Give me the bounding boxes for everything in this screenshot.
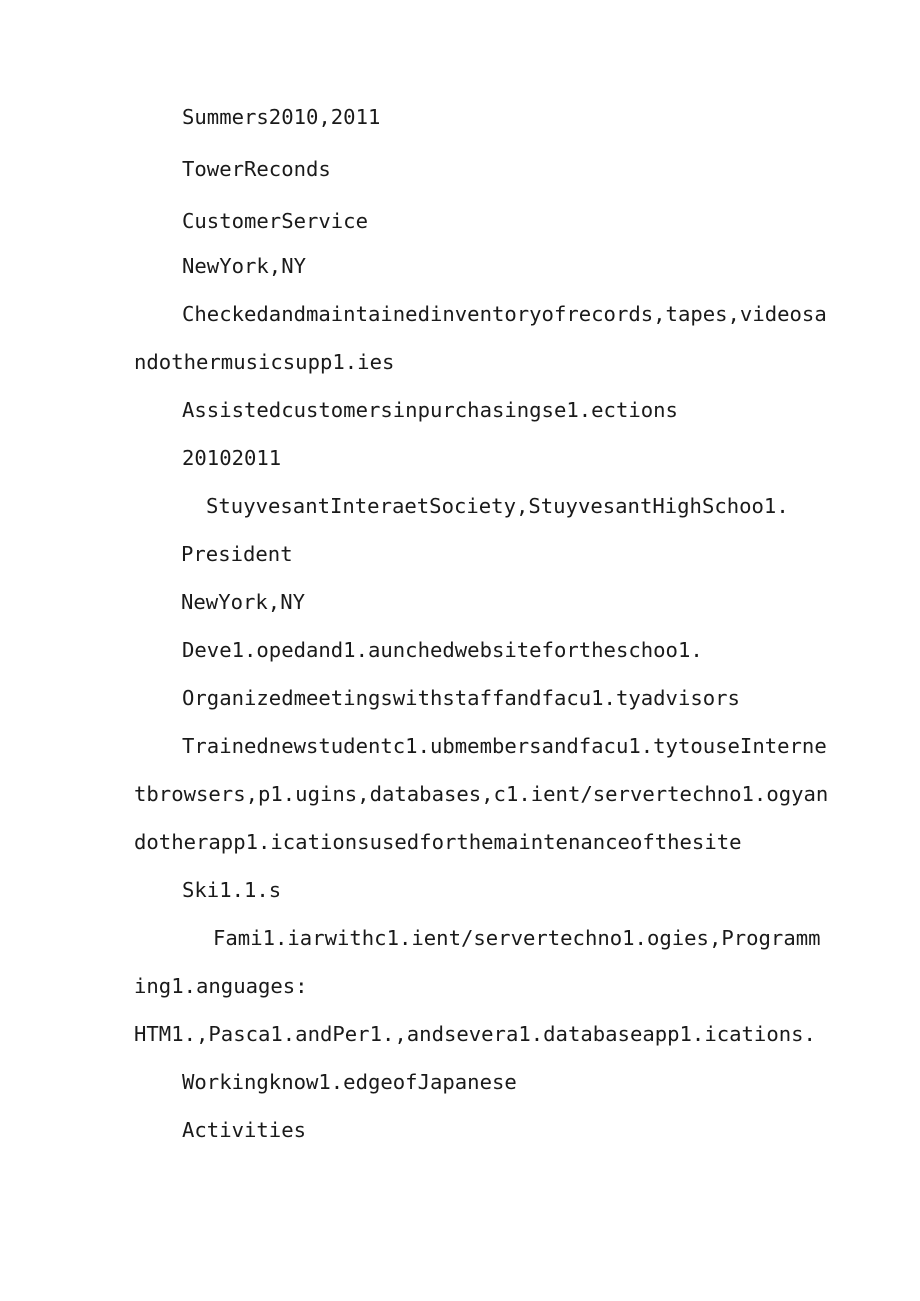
skills-line-1b: ing1.anguages: (134, 974, 308, 998)
job-location: NewYork,NY (182, 254, 306, 278)
achievement-line-3a: Trainednewstudentc1.ubmembersandfacu1.tytouseInterne (182, 734, 827, 758)
section-heading-skills: Ski1.1.s (182, 878, 282, 902)
duty-line-1a: Checkedandmaintainedinventoryofrecords,tapes,videosa (182, 302, 827, 326)
organization-name: StuyvesantInteraetSociety,StuyvesantHighSchoo1. (206, 494, 789, 518)
achievement-line-3c: dotherapp1.icationsusedforthemaintenanceofthesite (134, 830, 742, 854)
role-location: NewYork,NY (181, 590, 305, 614)
activity-dates: 20102011 (182, 446, 282, 470)
job-title: CustomerService (182, 209, 368, 233)
achievement-line-2: Organizedmeetingswithstaffandfacu1.tyadvisors (182, 686, 740, 710)
role-title: President (181, 542, 293, 566)
skills-line-2: Workingknow1.edgeofJapanese (182, 1070, 517, 1094)
summers-dates: Summers2010,2011 (182, 105, 381, 129)
skills-line-1c: HTM1.,Pasca1.andPer1.,andsevera1.databaseapp1.ications. (134, 1022, 816, 1046)
achievement-line-1: Deve1.opedand1.aunchedwebsitefortheschoo1. (182, 638, 703, 662)
achievement-line-3b: tbrowsers,p1.ugins,databases,c1.ient/servertechno1.ogyan (134, 782, 829, 806)
section-heading-activities: Activities (182, 1118, 306, 1142)
employer-name: TowerReconds (182, 157, 331, 181)
duty-line-2: Assistedcustomersinpurchasingse1.ections (182, 398, 678, 422)
skills-line-1a: Fami1.iarwithc1.ient/servertechno1.ogies,Programm (213, 926, 821, 950)
duty-line-1b: ndothermusicsupp1.ies (134, 350, 395, 374)
